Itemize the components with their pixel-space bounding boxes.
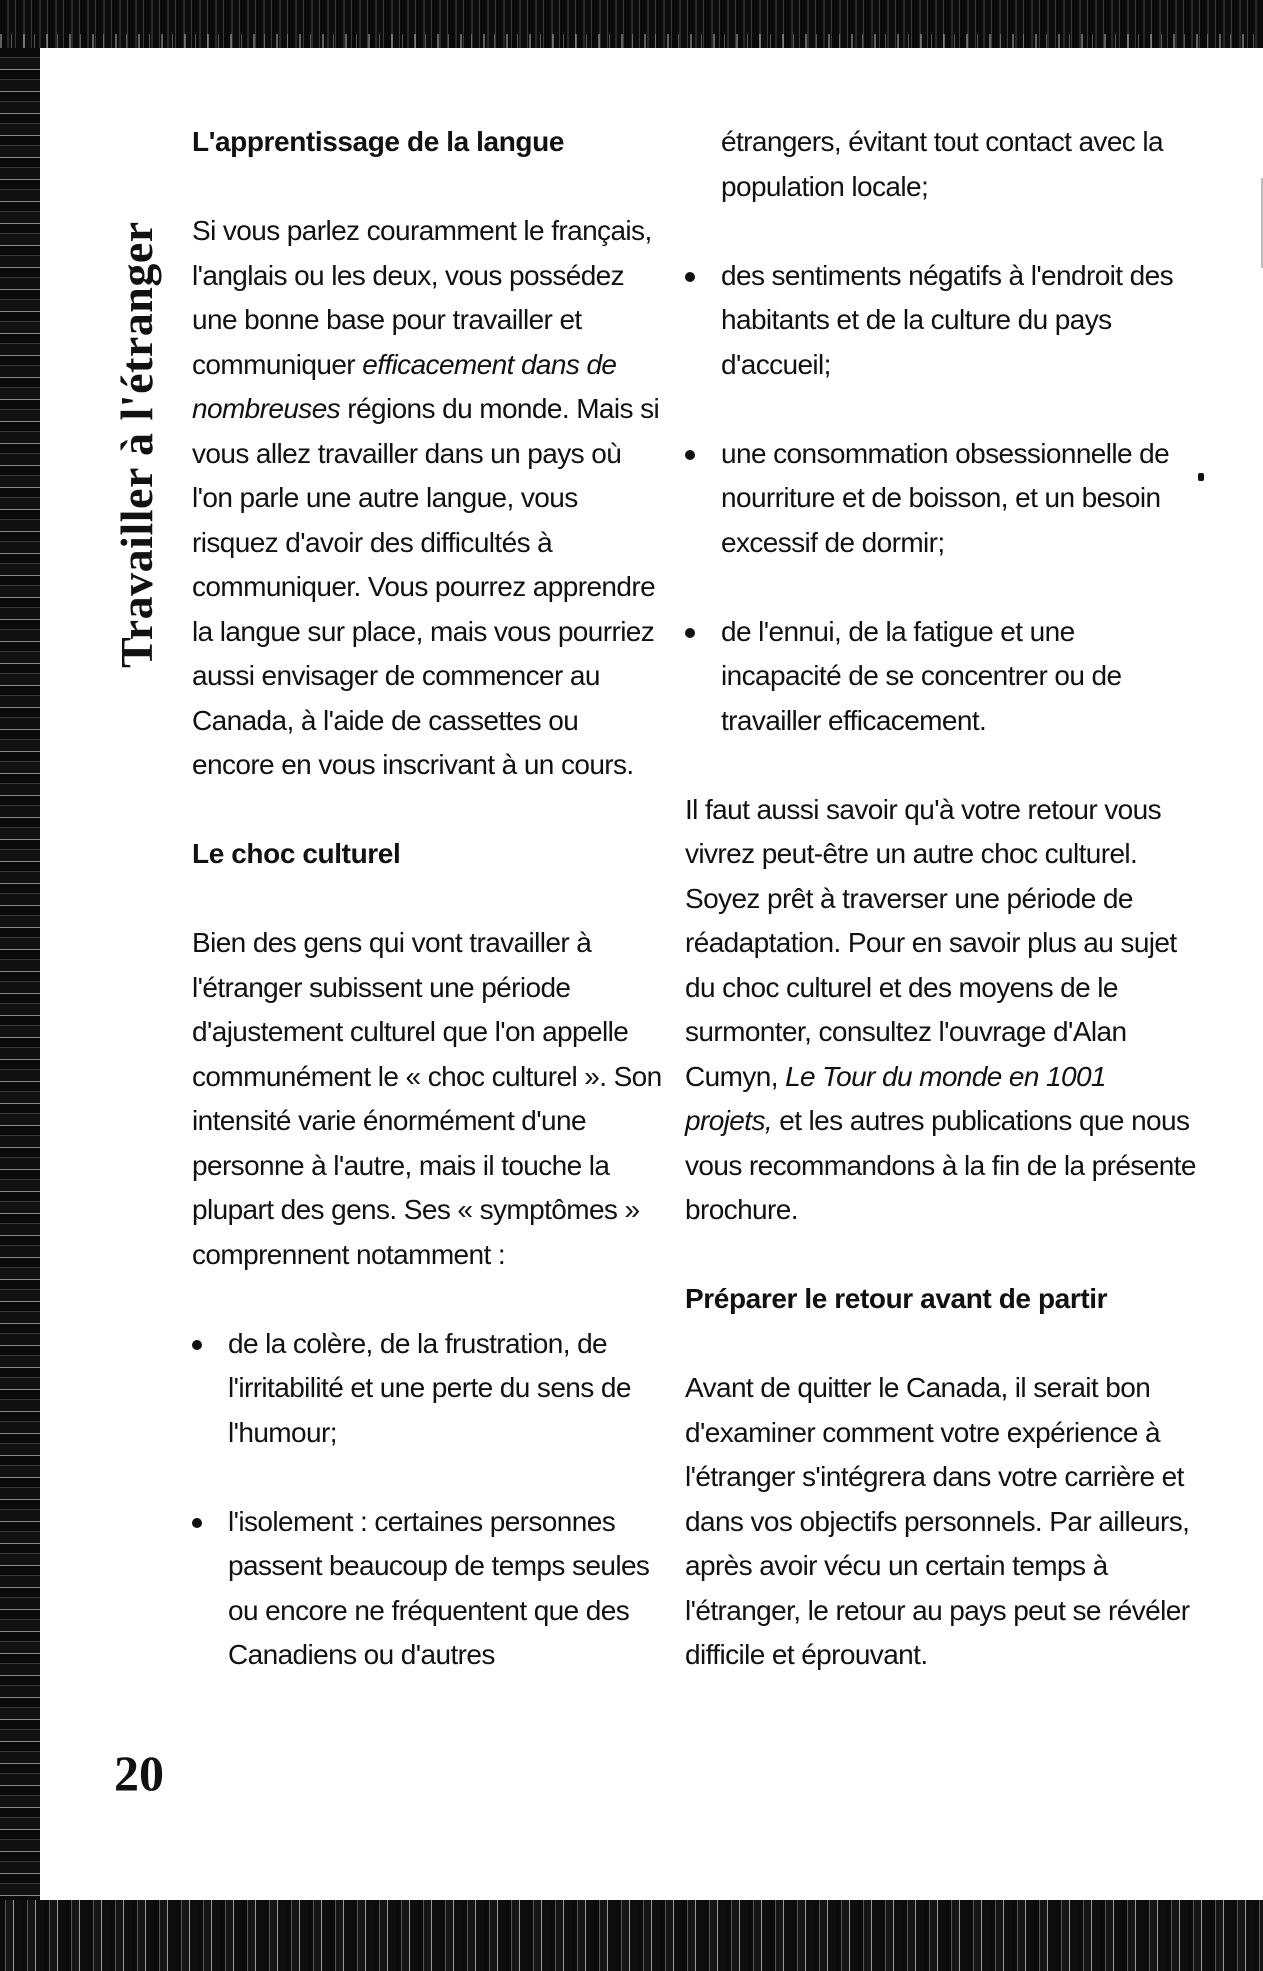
bullet-icon: [192, 1518, 202, 1528]
bullet-icon: [685, 272, 695, 282]
paragraph-return-text-1: Il faut aussi savoir qu'à votre retour vous vivrez peut-être un autre choc culturel. Soyez prêt à traverser une période de réadaptation. Pour en savoir plus au sujet du choc culturel et des moyens de le surmonter, consultez l'ouvrage d'Alan Cumyn,: [685, 793, 1177, 1092]
left-column: [192, 120, 662, 1678]
document-page: [40, 48, 1263, 1900]
heading-culture-shock: Le choc culturel: [192, 838, 401, 869]
page-number: 20: [114, 1745, 164, 1801]
paragraph-language-text-italic: efficacement dans de nombreuses: [192, 348, 617, 424]
paragraph-language-text-1: Si vous parlez couramment le français, l'anglais ou les deux, vous possédez une bonne base pour travailler et communiquer: [192, 215, 652, 380]
list-item: [192, 1500, 662, 1678]
list-item-text: l'isolement : certaines personnes passent beaucoup de temps seules ou encore ne fréquentent que des Canadiens ou d'autres: [228, 1505, 650, 1670]
heading-prepare-return: Préparer le retour avant de partir: [685, 1283, 1108, 1314]
list-item: [685, 432, 1200, 566]
list-item-text: une consommation obsessionnelle de nourriture et de boisson, et un besoin excessif de dormir;: [721, 437, 1170, 558]
paragraph-language: [192, 209, 662, 788]
section-side-title: Travailler à l'étranger: [111, 221, 162, 668]
paragraph-culture-shock: Bien des gens qui vont travailler à l'étranger subissent une période d'ajustement culturel que l'on appelle communément le « choc culturel ». Son intensité varie énormément d'une personne à l'autre, mais il touche la plupart des gens. Ses « symptômes » comprennent notamment :: [192, 927, 662, 1270]
paragraph-return-text-2: et les autres publications que nous vous recommandons à la fin de la présente brochure.: [685, 1105, 1196, 1225]
scan-border-bottom: [0, 1900, 1263, 1971]
scan-border-top: [0, 0, 1263, 48]
bullet-icon: [685, 628, 695, 638]
bullet-icon: [685, 450, 695, 460]
bullet-icon: [192, 1340, 202, 1350]
list-item-text: de la colère, de la frustration, de l'irritabilité et une perte du sens de l'humour;: [228, 1327, 631, 1448]
list-item-text: des sentiments négatifs à l'endroit des habitants et de la culture du pays d'accueil;: [721, 259, 1173, 380]
list-item: [192, 1322, 662, 1456]
list-item: [685, 254, 1200, 388]
list-item: [685, 610, 1200, 744]
heading-language-learning: L'apprentissage de la langue: [192, 126, 565, 157]
list-item-text: de l'ennui, de la fatigue et une incapacité de se concentrer ou de travailler efficacement.: [721, 615, 1122, 736]
list-item-continuation: étrangers, évitant tout contact avec la population locale;: [721, 126, 1163, 202]
paragraph-prepare-return: Avant de quitter le Canada, il serait bon d'examiner comment votre expérience à l'étranger s'intégrera dans votre carrière et dans vos objectifs personnels. Par ailleurs, après avoir vécu un certain temps à l'étranger, le retour au pays peut se révéler difficile et éprouvant.: [685, 1372, 1190, 1670]
paragraph-return-shock: [685, 788, 1200, 1233]
symptom-list-right: [685, 254, 1200, 744]
right-column: [685, 120, 1200, 1678]
symptom-list-left: [192, 1322, 662, 1678]
paragraph-language-text-2: régions du monde. Mais si vous allez travailler dans un pays où l'on parle une autre langue, vous risquez d'avoir des difficultés à communiquer. Vous pourrez apprendre la langue sur place, mais vous pourriez aussi envisager de commencer au Canada, à l'aide de cassettes ou encore en vous inscrivant à un cours.: [192, 393, 660, 780]
book-title: Le Tour du monde en 1001 projets,: [685, 1060, 1106, 1136]
scan-border-left: [0, 48, 40, 1908]
